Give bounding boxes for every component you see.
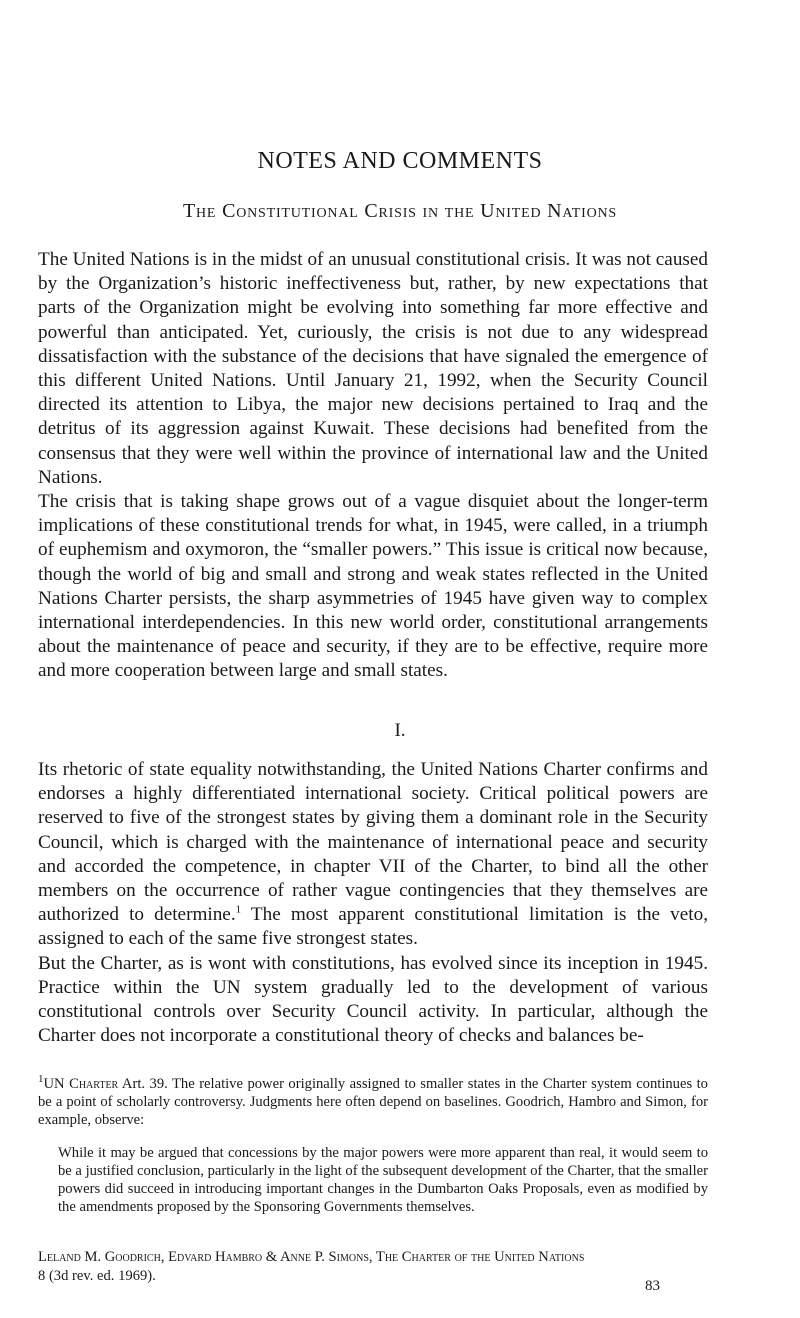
footnote-marker: 1	[38, 1073, 44, 1086]
footnote-1	[38, 1075, 708, 1129]
article-title: The Constitutional Crisis in the United Nations	[182, 200, 617, 222]
part-one-text	[38, 758, 708, 1048]
footnote-ref[interactable]: 1	[235, 903, 242, 916]
paragraph-3-tail: The most apparent constitutional limitation is the veto, assigned to each of the same five strongest states.	[38, 904, 708, 950]
citation-tail: 8 (3d rev. ed. 1969).	[38, 1267, 156, 1284]
footnote-quote: While it may be argued that concessions by the major powers were more apparent than real, it would seem to be a justified conclusion, particularly in the light of the subsequent development of the Charter, that the smaller powers did succeed in introducing important changes in the Dumbarton Oaks Proposals, even as modified by the amendments proposed by the Sponsoring Governments themselves.	[58, 1145, 708, 1215]
paragraph-1: The United Nations is in the midst of an unusual constitutional crisis. It was not caused by the Organization’s historic ineffectiveness but, rather, by new expectations that parts of the Organization might be evolving into something far more effective and powerful than anticipated. Yet, curiously, the crisis is not due to any widespread dissatisfaction with the substance of the decisions that have signaled the emergence of this different United Nations. Until January 21, 1992, when the Security Council directed its attention to Libya, the major new decisions pertained to Iraq and the detritus of its aggression against Kuwait. These decisions had benefited from the consensus that they were well within the province of international law and the United Nations.	[38, 249, 708, 488]
paragraph-4: But the Charter, as is wont with constitutions, has evolved since its inception in 1945. Practice within the UN system gradually led to the development of various constitutional controls over Security Council activity. In particular, although the Charter does not incorporate a constitutional theory of checks and balances be-	[38, 952, 708, 1047]
footnote-citation	[38, 1248, 708, 1285]
page-number: 83	[645, 1278, 660, 1294]
paragraph-2: The crisis that is taking shape grows out of a vague disquiet about the longer-term implications of these constitutional trends for what, in 1945, were called, in a triumph of euphemism and oxymoron, the “smaller powers.” This issue is critical now because, though the world of big and small and strong and weak states reflected in the United Nations Charter persists, the sharp asymmetries of 1945 have given way to complex international interdependencies. In this new world order, constitutional arrangements about the maintenance of peace and security, if they are to be effective, require more and more cooperation between large and small states.	[38, 491, 708, 682]
footnote-text: Art. 39. The relative power originally assigned to smaller states in the Charter system continues to be a point of scholarly controversy. Judgments here often depend on baselines. Goodrich, Hambro and Simon, for example, observe:	[38, 1076, 708, 1128]
part-heading: I.	[394, 720, 406, 741]
section-heading: NOTES AND COMMENTS	[257, 148, 543, 174]
citation-authors-title: Leland M. Goodrich, Edvard Hambro & Anne P. Simons, The Charter of the United Nations	[38, 1249, 585, 1265]
paragraph-3	[38, 758, 708, 952]
paragraph-3-main: Its rhetoric of state equality notwithstanding, the United Nations Charter confirms and endorses a highly differentiated international society. Critical political powers are reserved to five of the strongest states by giving them a dominant role in the Security Council, which is charged with the maintenance of international peace and security and accorded the competence, in chapter VII of the Charter, to bind all the other members on the occurrence of rather vague contingencies that they themselves are authorized to determine.	[38, 759, 708, 926]
footnote-source: UN Charter	[43, 1076, 119, 1092]
intro-text	[38, 248, 708, 684]
